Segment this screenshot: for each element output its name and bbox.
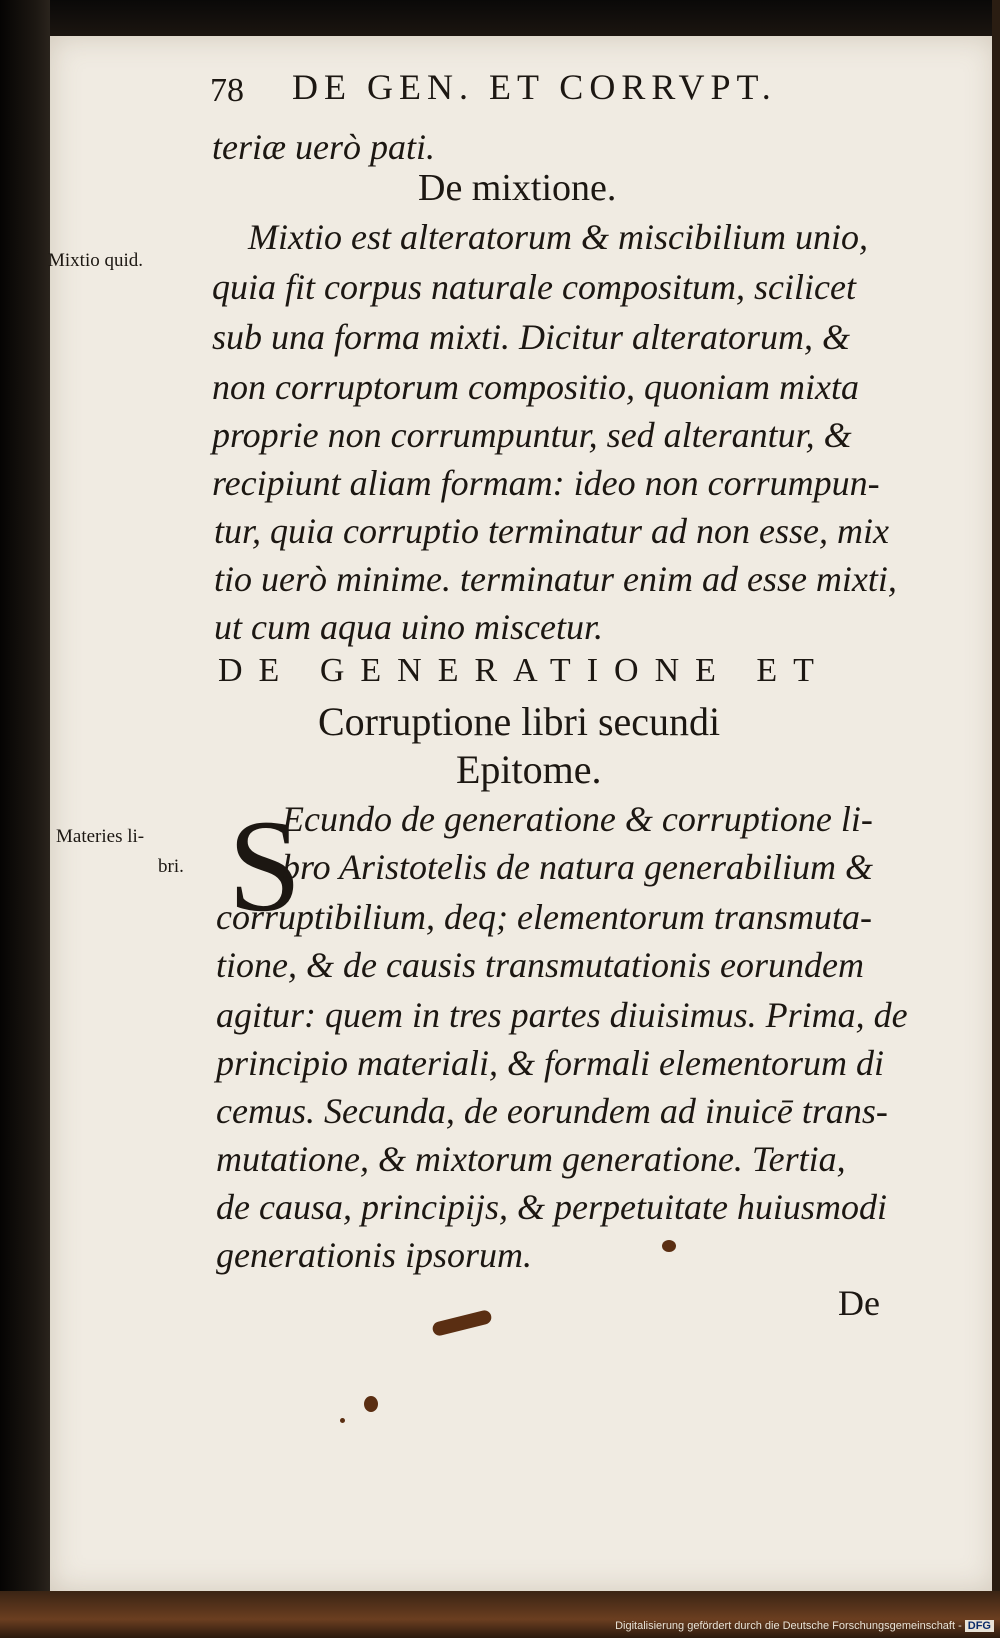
section-heading-mixtione: De mixtione.: [418, 167, 617, 209]
margin-note-materies-cont: bri.: [158, 856, 184, 877]
ink-stain: [340, 1418, 345, 1423]
page-number: 78: [210, 72, 244, 109]
text-line: generationis ipsorum.: [216, 1235, 533, 1275]
text-line: corruptibilium, deq; elementorum transmuta-: [216, 897, 872, 937]
digitization-credit: [615, 1620, 994, 1632]
top-edge: [0, 0, 1000, 36]
text-line: tur, quia corruptio terminatur ad non esse, mix: [214, 511, 889, 551]
book-heading-line2: Corruptione libri secundi: [318, 699, 721, 744]
drop-cap: S: [228, 792, 302, 939]
text-line: tione, & de causis transmutationis eorundem: [216, 945, 864, 985]
text-line: quia fit corpus naturale compositum, scilicet: [212, 267, 856, 307]
text-line: cemus. Secunda, de eorundem ad inuicē trans-: [216, 1091, 888, 1131]
ink-stain: [662, 1240, 676, 1252]
right-edge: [992, 0, 1000, 1638]
text-line: mutatione, & mixtorum generatione. Tertia,: [216, 1139, 846, 1179]
text-line: tio uerò minime. terminatur enim ad esse mixti,: [214, 559, 897, 599]
running-head-title: DE GEN. ET CORRVPT.: [292, 67, 777, 107]
continuation-line: teriæ uerò pati.: [212, 127, 435, 167]
text-line: non corruptorum compositio, quoniam mixta: [212, 367, 859, 407]
text-line: recipiunt aliam formam: ideo non corrumpun-: [212, 463, 880, 503]
text-line: de causa, principijs, & perpetuitate huiusmodi: [216, 1187, 887, 1227]
book-spine: [0, 0, 50, 1638]
book-heading-line3: Epitome.: [456, 747, 602, 792]
margin-note-mixtio: Mixtio quid.: [48, 250, 144, 271]
text-line: ut cum aqua uino miscetur.: [214, 607, 603, 647]
book-heading-line1: DE GENERATIONE ET: [218, 652, 830, 689]
text-line: Mixtio est alteratorum & miscibilium unio,: [248, 217, 868, 257]
catchword: De: [838, 1283, 880, 1323]
text-line: Ecundo de generatione & corruptione li-: [282, 799, 873, 839]
text-line: principio materiali, & formali elementorum di: [216, 1043, 884, 1083]
text-line: sub una forma mixti. Dicitur alteratorum, &: [212, 317, 850, 357]
dfg-logo: DFG: [965, 1620, 994, 1632]
text-line: bro Aristotelis de natura generabilium &: [282, 847, 873, 887]
ink-stain: [364, 1396, 378, 1412]
text-line: agitur: quem in tres partes diuisimus. Prima, de: [216, 995, 908, 1035]
credit-text: Digitalisierung gefördert durch die Deutsche Forschungsgemeinschaft -: [615, 1620, 962, 1632]
margin-note-materies: Materies li-: [56, 826, 145, 847]
text-line: proprie non corrumpuntur, sed alterantur, &: [212, 415, 852, 455]
